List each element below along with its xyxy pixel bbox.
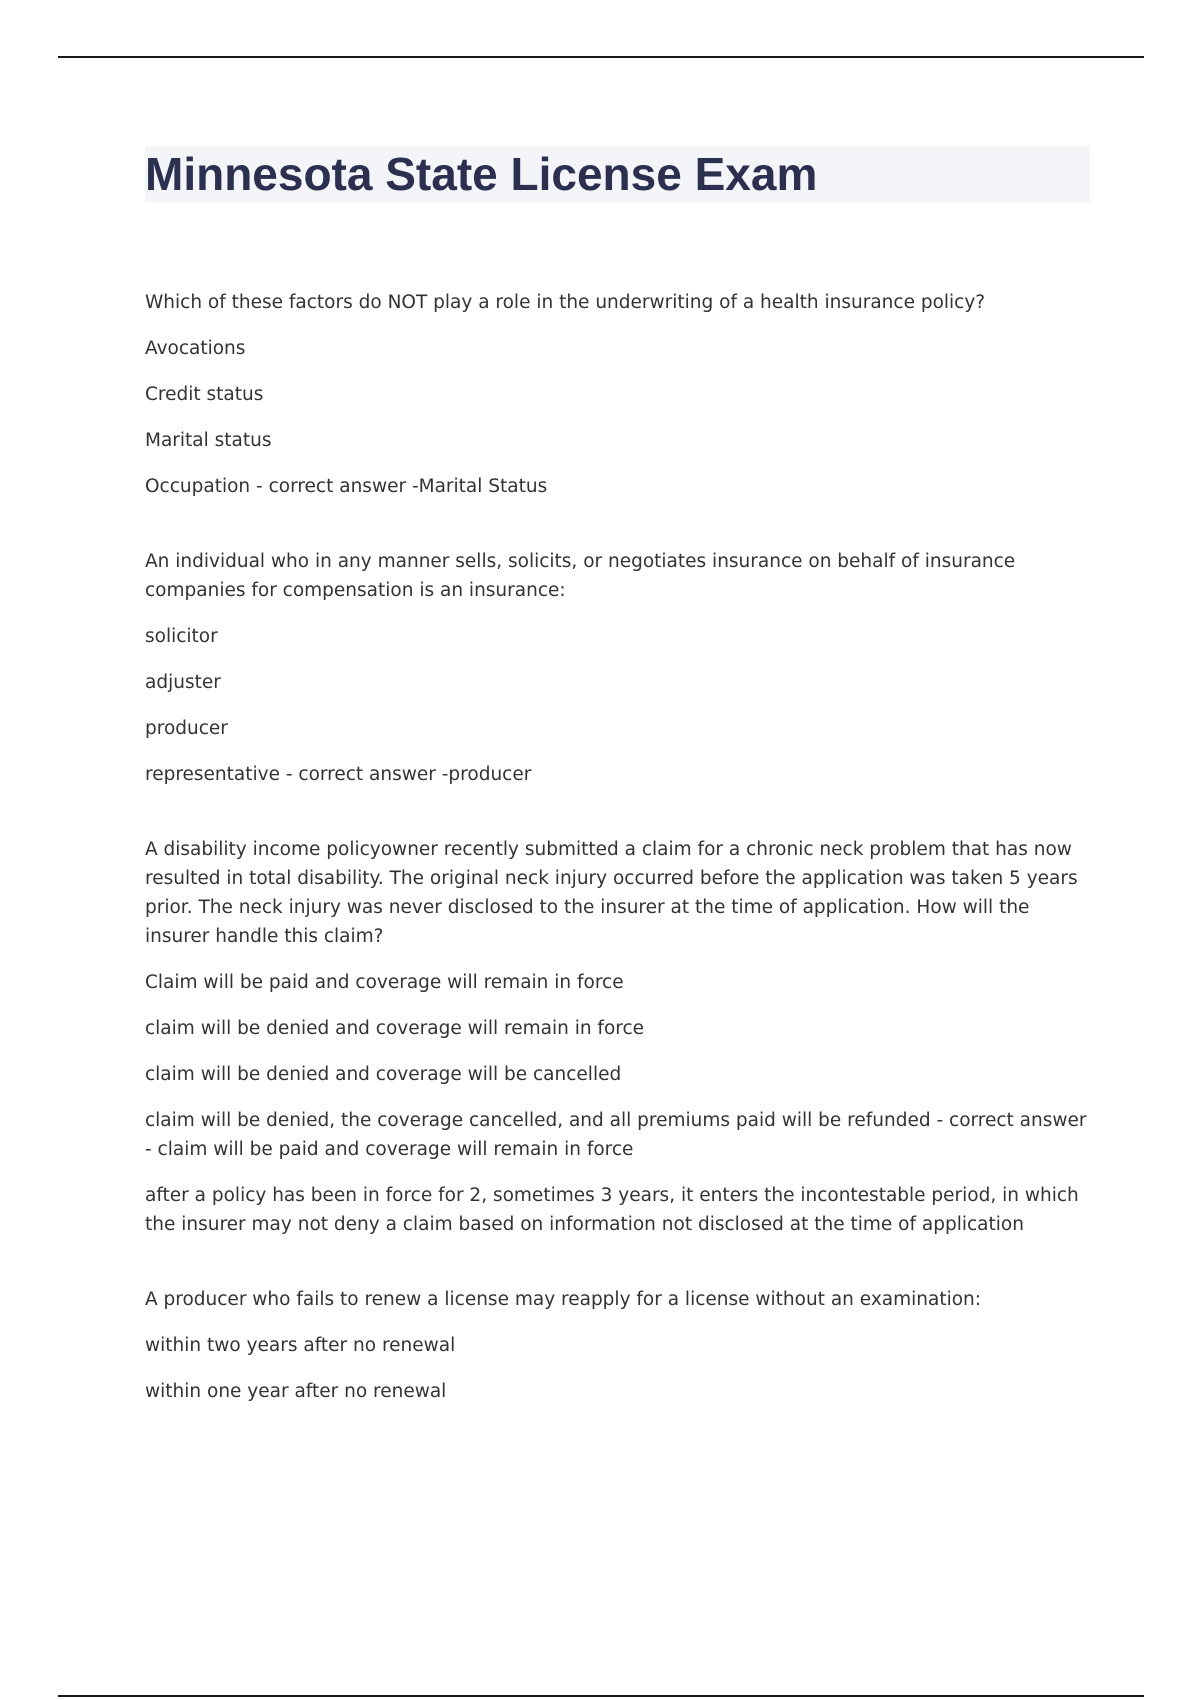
- answer-explanation: after a policy has been in force for 2, sometimes 3 years, it enters the incontestable period, in which the insurer may not deny a claim based on information not disclosed at the time of application: [145, 1185, 1079, 1235]
- question-text: An individual who in any manner sells, solicits, or negotiates insurance on behalf of insurance companies for compensation is an insurance:: [145, 551, 1016, 601]
- answer-option: Avocations: [145, 338, 246, 359]
- answer-option: within two years after no renewal: [145, 1335, 456, 1356]
- question-block-3: [145, 835, 1090, 1239]
- question-block-4: [145, 1285, 1090, 1406]
- question-block-1: [145, 288, 1090, 501]
- document-body: [145, 288, 1090, 1452]
- top-rule: [58, 56, 1144, 58]
- answer-option: Marital status: [145, 430, 272, 451]
- answer-option: adjuster: [145, 672, 221, 693]
- answer-option: solicitor: [145, 626, 218, 647]
- page-title: Minnesota State License Exam: [145, 148, 818, 200]
- title-band: [145, 146, 1090, 202]
- answer-option: producer: [145, 718, 228, 739]
- answer-option: Claim will be paid and coverage will remain in force: [145, 972, 624, 993]
- answer-option: Credit status: [145, 384, 264, 405]
- question-text: A disability income policyowner recently submitted a claim for a chronic neck problem that has now resulted in total disability. The original neck injury occurred before the application was taken 5 years prior. The neck injury was never disclosed to the insurer at the time of application. How will the insurer handle this claim?: [145, 839, 1078, 947]
- bottom-rule: [58, 1695, 1144, 1697]
- answer-option: claim will be denied and coverage will remain in force: [145, 1018, 645, 1039]
- answer-option: claim will be denied and coverage will be cancelled: [145, 1064, 622, 1085]
- answer-option: representative - correct answer -producer: [145, 764, 532, 785]
- question-text: Which of these factors do NOT play a role in the underwriting of a health insurance policy?: [145, 292, 986, 313]
- answer-option: claim will be denied, the coverage cancelled, and all premiums paid will be refunded - correct answer - claim will be paid and coverage will remain in force: [145, 1110, 1087, 1160]
- question-text: A producer who fails to renew a license may reapply for a license without an examination:: [145, 1289, 981, 1310]
- answer-option: within one year after no renewal: [145, 1381, 447, 1402]
- answer-option: Occupation - correct answer -Marital Status: [145, 476, 548, 497]
- question-block-2: [145, 547, 1090, 789]
